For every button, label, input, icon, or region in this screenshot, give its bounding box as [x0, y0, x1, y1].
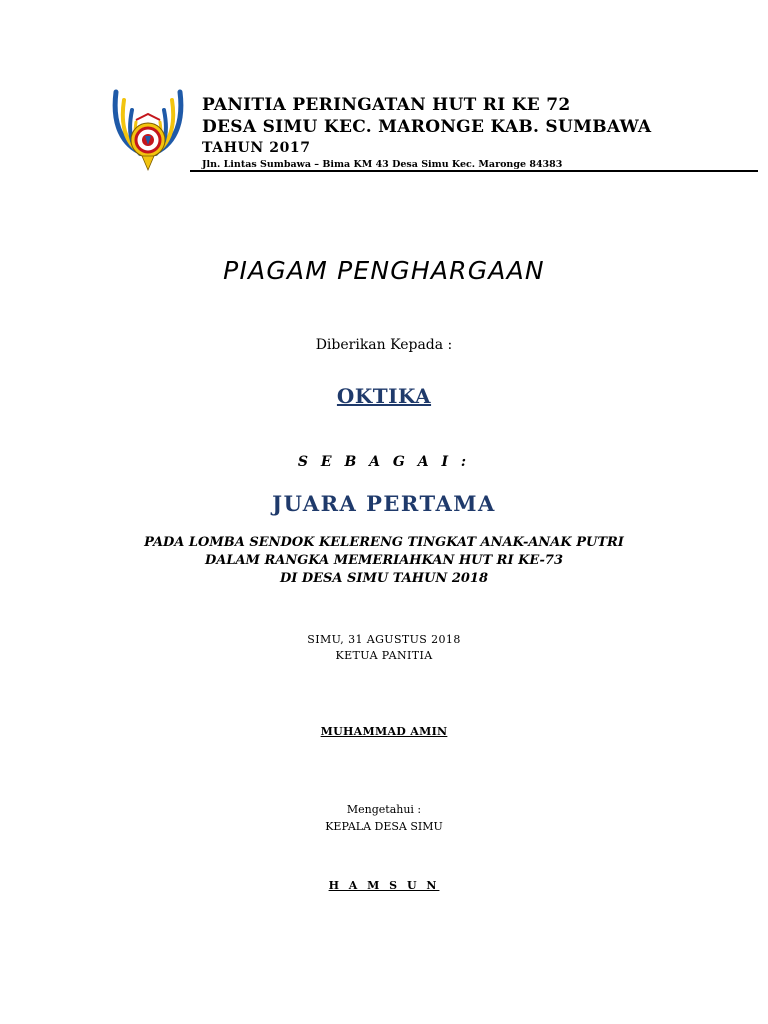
- description-line: PADA LOMBA SENDOK KELERENG TINGKAT ANAK-ANAK PUTRI: [144, 535, 624, 550]
- org-name: PANITIA PERINGATAN HUT RI KE 72: [202, 95, 571, 115]
- acknowledged-label: Mengetahui :: [346, 803, 422, 816]
- letterhead: [108, 84, 652, 176]
- village-head-title: KEPALA DESA SIMU: [325, 820, 443, 833]
- place-date-block: [0, 632, 768, 664]
- org-address: Jln. Lintas Sumbawa – Bima KM 43 Desa Simu Kec. Maronge 84383: [202, 159, 563, 170]
- as-label: S E B A G A I :: [297, 454, 471, 470]
- award-description: [0, 534, 768, 588]
- org-location: DESA SIMU KEC. MARONGE KAB. SUMBAWA: [202, 117, 652, 137]
- org-year: TAHUN 2017: [202, 140, 311, 156]
- chair-title: KETUA PANITIA: [335, 649, 433, 662]
- chair-name: MUHAMMAD AMIN: [320, 725, 448, 738]
- letterhead-text: [202, 94, 652, 172]
- certificate-title: PIAGAM PENGHARGAAN: [223, 256, 545, 285]
- letterhead-divider: [190, 170, 758, 172]
- description-line: DI DESA SIMU TAHUN 2018: [279, 571, 489, 586]
- winged-emblem-icon: [108, 84, 188, 172]
- recipient-name: OKTIKA: [336, 384, 432, 408]
- place-date: SIMU, 31 AGUSTUS 2018: [307, 633, 461, 646]
- given-to-label: Diberikan Kepada :: [315, 337, 453, 353]
- village-head-name: H A M S U N: [328, 879, 440, 892]
- award-title: JUARA PERTAMA: [272, 491, 496, 516]
- acknowledgement-block: [0, 801, 768, 835]
- description-line: DALAM RANGKA MEMERIAHKAN HUT RI KE-73: [204, 553, 564, 568]
